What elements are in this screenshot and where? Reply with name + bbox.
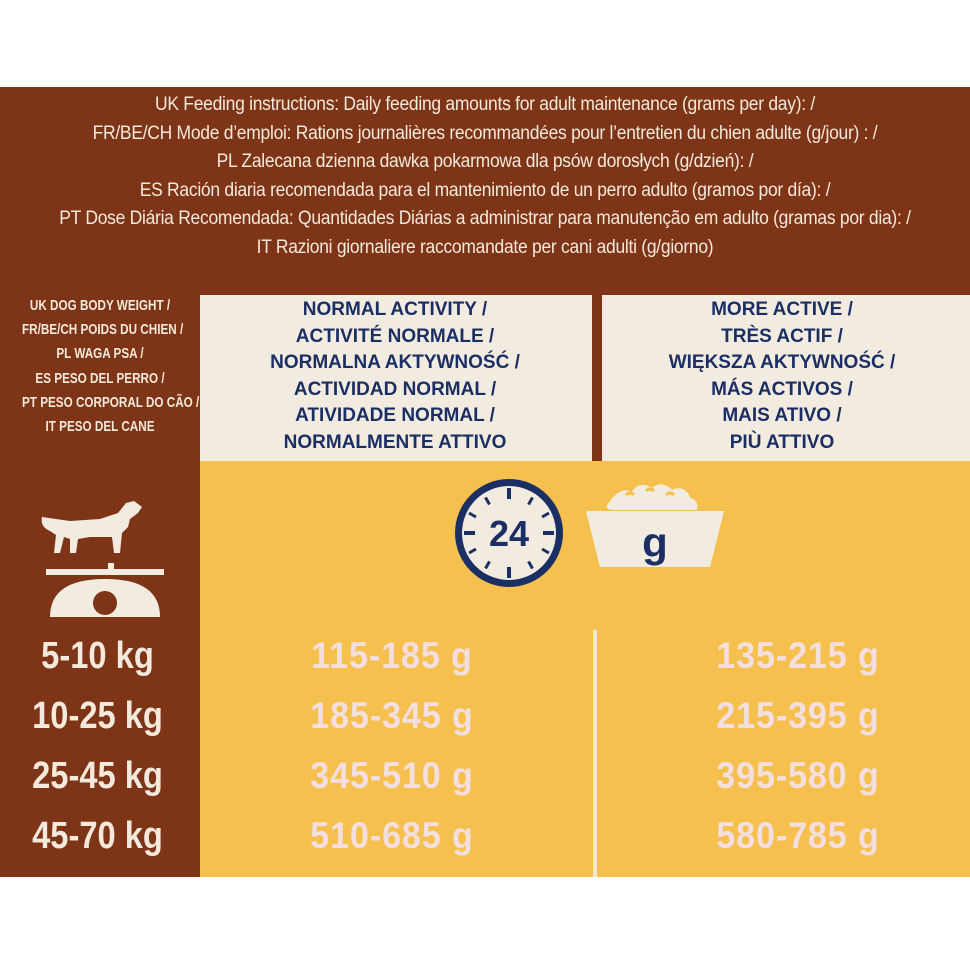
feeding-instructions-header	[0, 91, 970, 262]
header-line-it: IT Razioni giornaliere raccomandate per cani adulti (g/giorno)	[256, 236, 714, 258]
normal-activity-pl: NORMALNA AKTYWNOŚĆ /	[270, 352, 520, 373]
weight-label-pl: PL WAGA PSA /	[56, 345, 144, 363]
food-bowl-icon	[580, 477, 730, 577]
normal-activity-it: NORMALMENTE ATTIVO	[283, 431, 507, 453]
more-active-header	[612, 297, 952, 456]
header-line-es: ES Ración diaria recomendada para el mantenimiento de un perro adulto (gramos por día): /	[139, 179, 831, 201]
weight-label-it: IT PESO DEL CANE	[45, 418, 155, 436]
more-amount-45-70: 580-785 g	[716, 815, 880, 856]
weight-label-uk: UK DOG BODY WEIGHT /	[29, 297, 171, 314]
more-amount-10-25: 215-395 g	[716, 695, 880, 736]
weight-5-10: 5-10 kg	[41, 635, 154, 677]
more-active-es: MÁS ACTIVOS /	[711, 378, 853, 400]
normal-amount-5-10: 115-185 g	[311, 635, 473, 676]
more-amount-5-10: 135-215 g	[716, 635, 880, 676]
weight-10-25: 10-25 kg	[32, 695, 163, 737]
normal-activity-es: ACTIVIDAD NORMAL /	[293, 378, 497, 400]
weight-45-70: 45-70 kg	[32, 815, 163, 857]
normal-amount-45-70: 510-685 g	[310, 815, 474, 856]
more-active-pl: WIĘKSZA AKTYWNOŚĆ /	[668, 352, 896, 373]
more-active-fr: TRÈS ACTIF /	[721, 325, 843, 347]
more-active-it: PIÙ ATTIVO	[729, 431, 835, 453]
normal-activity-pt: ATIVIDADE NORMAL /	[295, 405, 495, 426]
weight-label-fr: FR/BE/CH POIDS DU CHIEN /	[22, 321, 184, 339]
bowl-label: g	[642, 519, 668, 566]
weight-25-45: 25-45 kg	[32, 755, 163, 797]
normal-activity-uk: NORMAL ACTIVITY /	[302, 299, 488, 320]
more-active-uk: MORE ACTIVE /	[711, 299, 853, 320]
header-line-fr: FR/BE/CH Mode d’emploi: Rations journalières recommandées pour l’entretien du chien adulte (g/jour) : /	[92, 122, 878, 144]
clock-label: 24	[488, 513, 530, 554]
dog-body-weight-header	[0, 294, 200, 439]
header-line-pl: PL Zalecana dzienna dawka pokarmowa dla psów dorosłych (g/dzień): /	[216, 151, 754, 172]
more-amount-25-45: 395-580 g	[716, 755, 880, 796]
more-active-pt: MAIS ATIVO /	[722, 405, 842, 426]
dog-on-scale-icon	[30, 497, 180, 617]
normal-amount-25-45: 345-510 g	[310, 755, 474, 796]
normal-amount-10-25: 185-345 g	[310, 695, 474, 736]
feeding-guide-panel	[0, 87, 970, 877]
normal-activity-fr: ACTIVITÉ NORMALE /	[295, 325, 495, 347]
clock-24-icon	[448, 475, 570, 591]
activity-column-divider	[592, 295, 602, 463]
amounts-column-divider	[593, 630, 597, 877]
normal-activity-header	[225, 297, 565, 456]
weight-label-es: ES PESO DEL PERRO /	[35, 369, 165, 387]
header-line-uk: UK Feeding instructions: Daily feeding amounts for adult maintenance (grams per day): /	[154, 94, 815, 115]
header-line-pt: PT Dose Diária Recomendada: Quantidades Diárias a administrar para manutenção em adulto (gramas por dia): /	[59, 208, 911, 229]
weight-label-pt: PT PESO CORPORAL DO CÃO /	[22, 393, 200, 411]
